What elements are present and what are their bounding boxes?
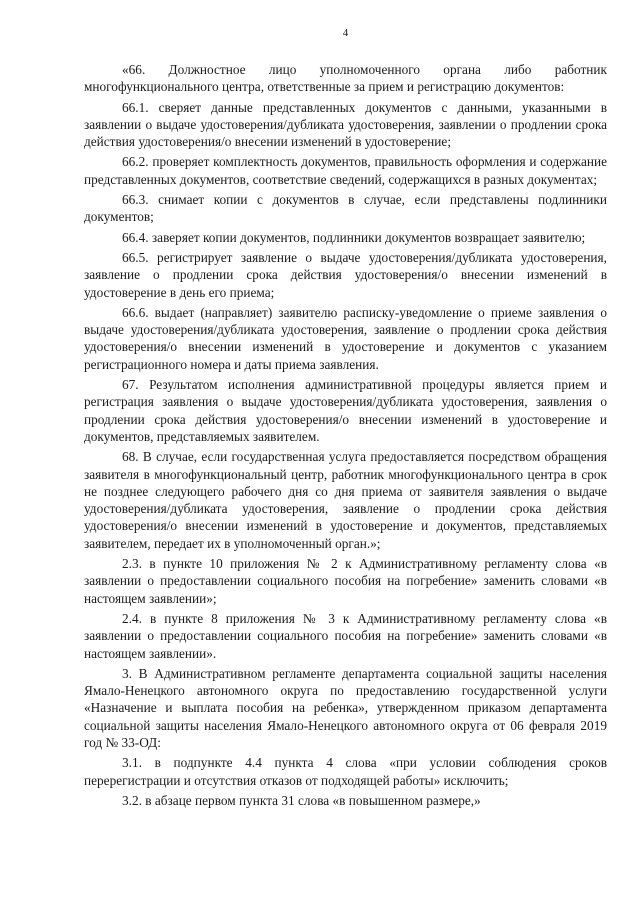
paragraph-2-4: 2.4. в пункте 8 приложения № 3 к Административному регламенту слова «в заявлении о предоставлении социального пособия на погребение» заменить словами «в настоящем заявлении». <box>84 610 607 661</box>
paragraph-66-4: 66.4. заверяет копии документов, подлинники документов возвращает заявителю; <box>122 229 586 245</box>
paragraph-66-2: 66.2. проверяет комплектность документов, правильность оформления и содержание представленных документов, соответствие сведений, содержащихся в разных документах; <box>84 154 607 187</box>
paragraph-66: «66. Должностное лицо уполномоченного органа либо работник многофункционального центра, ответственные за прием и регистрацию документов: <box>84 62 607 95</box>
paragraph-3-1: 3.1. в подпункте 4.4 пункта 4 слова «при условии соблюдения сроков перерегистрации и отсутствия отказов от подходящей работы» исключить; <box>84 755 607 788</box>
paragraph-66-6: 66.6. выдает (направляет) заявителю расписку-уведомление о приеме заявления о выдаче удостоверения/дубликата удостоверения, заявление о продлении срока действия удостоверения/о внесении изменений в удостоверение и документов с указанием регистрационного номера и даты приема заявления. <box>84 304 607 372</box>
paragraph-66-1: 66.1. сверяет данные представленных документов с данными, указанными в заявлении о выдаче удостоверения/дубликата удостоверения, заявлении о продлении срока действия удостоверения/о внесении изменений в удостоверение; <box>84 99 607 150</box>
paragraph-66-3: 66.3. снимает копии с документов в случае, если представлены подлинники документов; <box>84 192 607 225</box>
paragraph-68: 68. В случае, если государственная услуга предоставляется посредством обращения заявителя в многофункциональный центр, работник многофункционального центра в срок не позднее следующего рабочего дня со дня приема от заявителя заявления о выдаче удостоверения/дубликата удостоверения, заявление о продлении срока действия удостоверения/о внесении изменений в удостоверение и документов, представляемых заявителем, передает их в уполномоченный орган.»; <box>84 449 607 551</box>
paragraph-66-5: 66.5. регистрирует заявление о выдаче удостоверения/дубликата удостоверения, заявление о продлении срока действия удостоверения/о внесении изменений в удостоверение в день его приема; <box>84 249 607 300</box>
page-number: 4 <box>342 27 349 39</box>
paragraph-67: 67. Результатом исполнения административной процедуры является прием и регистрация заявления о выдаче удостоверения/дубликата удостоверения, заявления о продлении срока действия удостоверения/о внесении изменений в удостоверение и документов, представляемых заявителем. <box>84 377 607 444</box>
paragraph-3: 3. В Административном регламенте департамента социальной защиты населения Ямало-Ненецкого автономного округа по предоставлению государственной услуги «Назначение и выплата пособия на ребенка», утвержденном приказом департамента социальной защиты населения Ямало-Ненецкого автономного округа от 06 февраля 2019 год № 33-ОД: <box>84 665 607 750</box>
paragraph-3-2: 3.2. в абзаце первом пункта 31 слова «в повышенном размере,» <box>122 792 481 808</box>
paragraph-2-3: 2.3. в пункте 10 приложения № 2 к Административному регламенту слова «в заявлении о предоставлении социального пособия на погребение» заменить словами «в настоящем заявлении»; <box>84 556 607 606</box>
